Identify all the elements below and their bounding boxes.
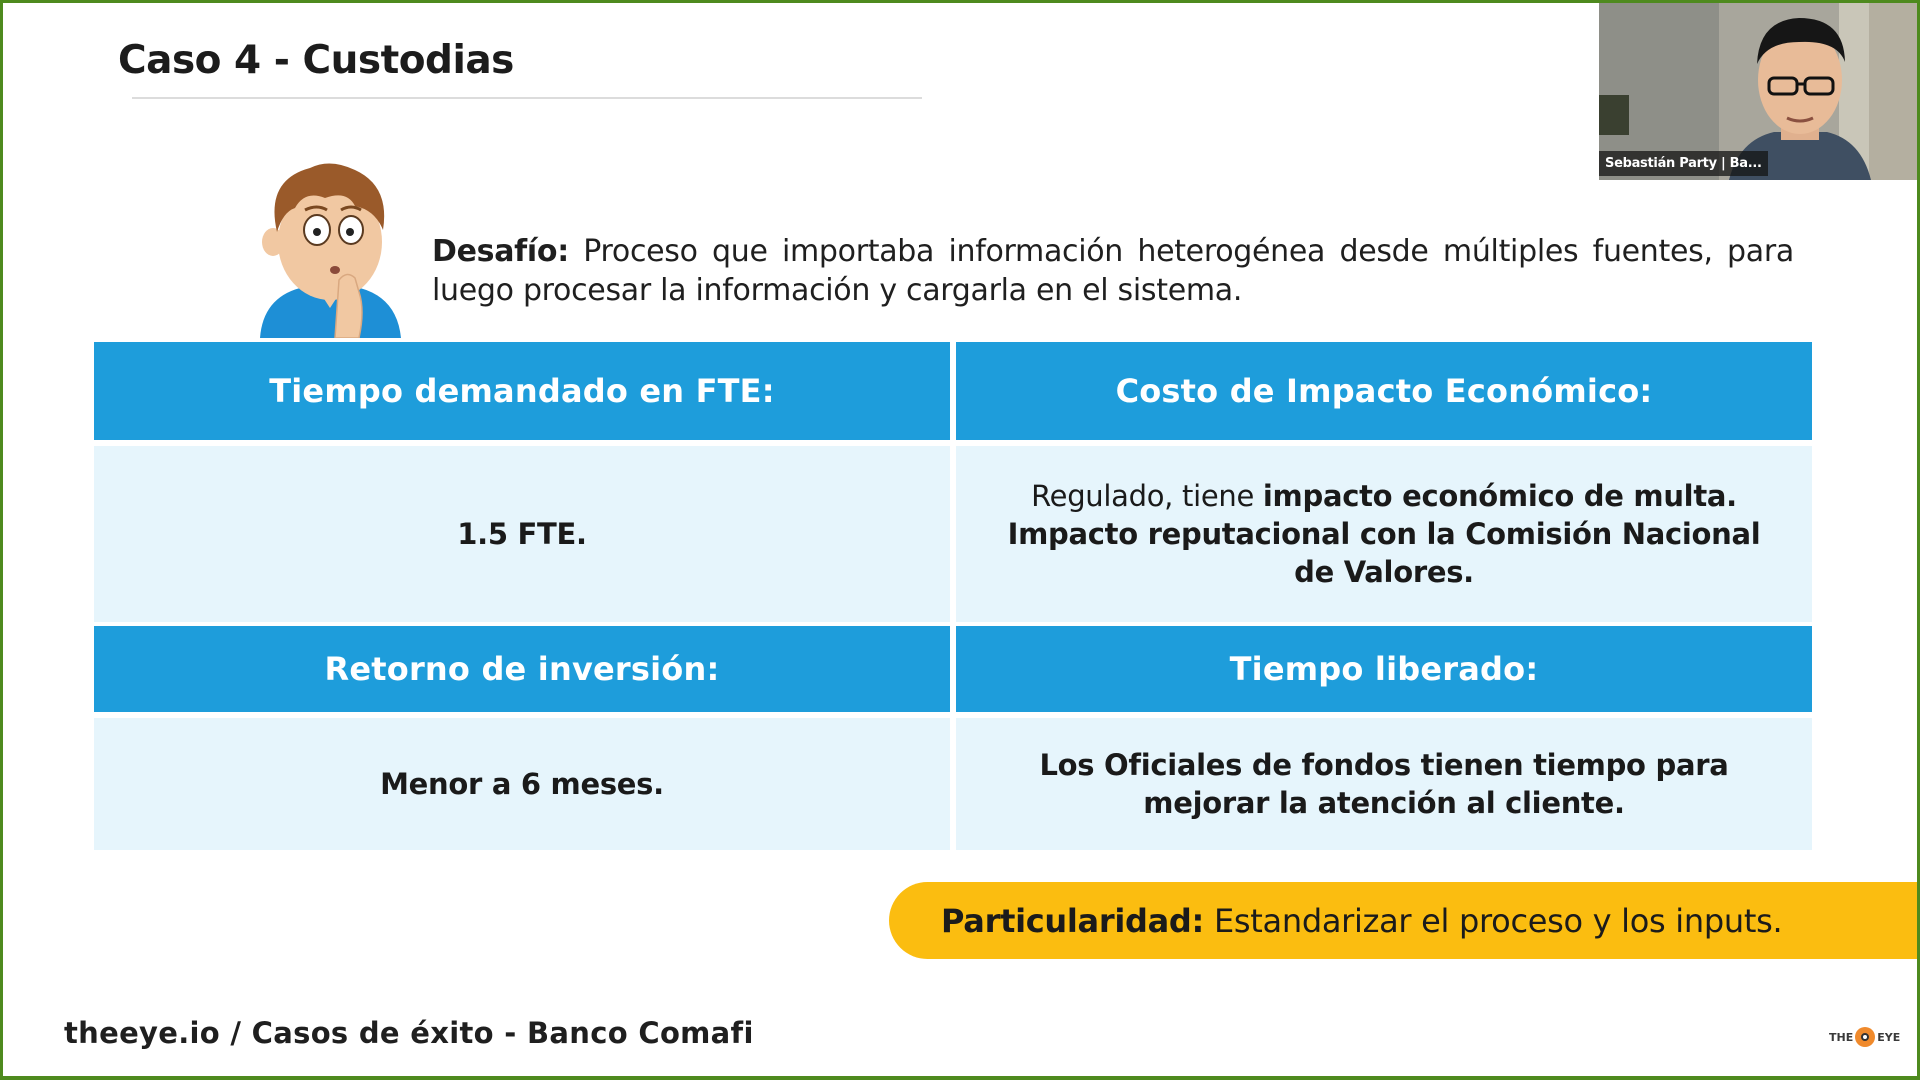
participant-video-tile[interactable] <box>1599 0 1920 180</box>
theeye-logo <box>1829 1024 1900 1050</box>
cost-header: Costo de Impacto Económico: <box>956 342 1812 440</box>
footer-text: theeye.io / Casos de éxito - Banco Comafi <box>64 1016 754 1050</box>
cost-value-prefix: Regulado, tiene <box>1031 479 1263 513</box>
roi-header: Retorno de inversión: <box>94 626 950 712</box>
logo-text-left: THE <box>1829 1030 1854 1044</box>
challenge-description: Proceso que importaba información heterogénea desde múltiples fuentes, para luego procesar la información y cargarla en el sistema. <box>432 234 1794 308</box>
fte-value: 1.5 FTE. <box>94 446 950 622</box>
particularity-banner <box>889 882 1920 959</box>
cost-value <box>956 446 1812 622</box>
particularity-label: Particularidad: <box>941 901 1205 940</box>
particularity-text: Estandarizar el proceso y los inputs. <box>1214 901 1783 940</box>
challenge-label: Desafío: <box>432 234 569 269</box>
time-freed-header: Tiempo liberado: <box>956 626 1812 712</box>
participant-name-label: Sebastián Party | Ba... <box>1599 151 1768 176</box>
eye-icon <box>1855 1027 1875 1047</box>
cost-value-bold: impacto económico de multa. Impacto reputacional con la Comisión Nacional de Valores. <box>1007 479 1761 589</box>
roi-value: Menor a 6 meses. <box>94 718 950 850</box>
title-divider <box>132 97 922 99</box>
time-freed-value: Los Oficiales de fondos tienen tiempo para mejorar la atención al cliente. <box>956 718 1812 850</box>
thinking-character-icon <box>255 160 405 338</box>
slide-title: Caso 4 - Custodias <box>118 38 514 83</box>
logo-text-right: EYE <box>1877 1030 1901 1044</box>
fte-header: Tiempo demandado en FTE: <box>94 342 950 440</box>
challenge-text <box>432 232 1794 310</box>
